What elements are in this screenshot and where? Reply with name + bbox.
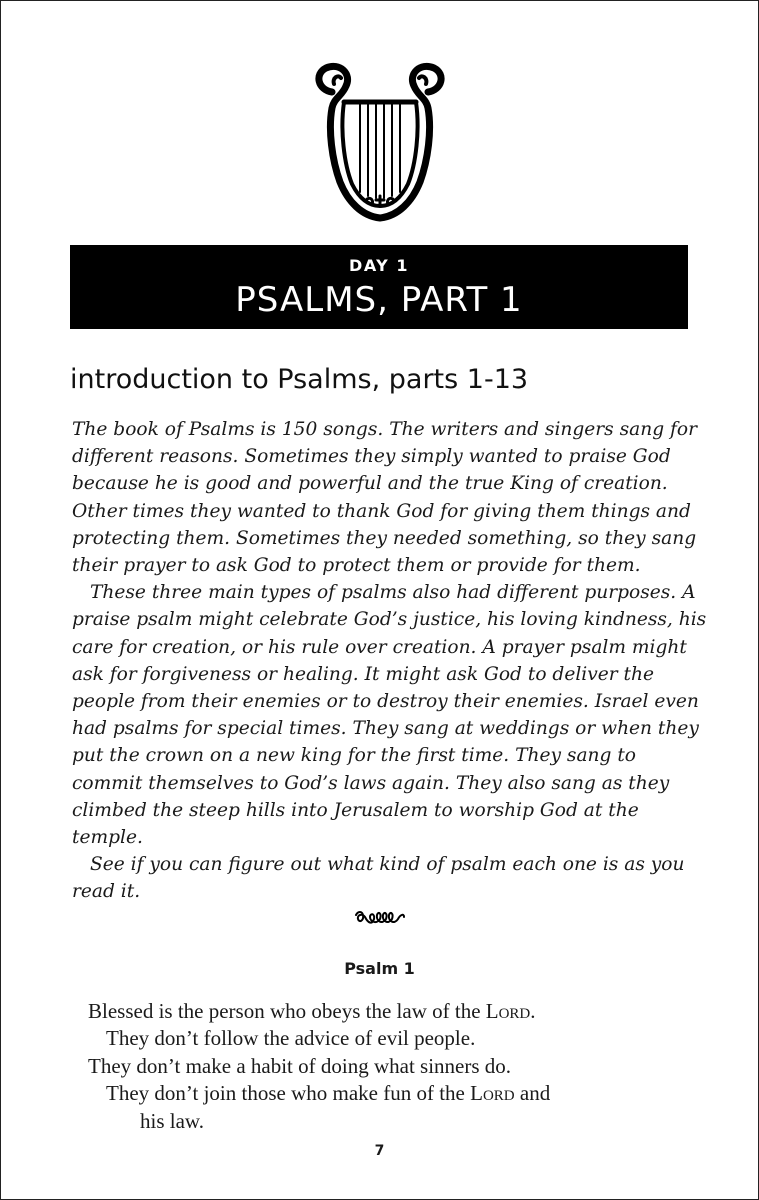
intro-text: [72, 416, 712, 906]
intro-paragraph: The book of Psalms is 150 songs. The writers and singers sang for different reasons. Sometimes they simply wanted to praise God because he is good and powerful and the true King of creation. Other times they wanted to thank God for giving them things and protecting them. Sometimes they needed something, so they sang their prayer to ask God to protect them or provide for them.: [72, 419, 698, 577]
intro-paragraph: These three main types of psalms also had different purposes. A praise psalm might celebrate God’s justice, his loving kindness, his care for creation, or his rule over creation. A prayer psalm might ask for forgiveness or healing. It might ask God to deliver the people from their enemies or to destroy their enemies. Israel even had psalms for special times. They sang at weddings or when they put the crown on a new king for the first time. They sang to commit themselves to God’s laws again. They also sang as they climbed the steep hills into Jerusalem to worship God at the temple.: [72, 582, 707, 849]
verse-text: They don’t make a habit of doing what sinners do.: [88, 1053, 512, 1078]
day-banner: [70, 245, 688, 329]
chapter-title: PSALMS, PART 1: [235, 280, 523, 320]
lord-smallcaps: Lord: [485, 999, 531, 1023]
verse-line: [88, 1108, 728, 1135]
psalm-title: Psalm 1: [344, 959, 415, 978]
verse-line: [88, 998, 728, 1025]
verse-text: and: [514, 1081, 551, 1106]
intro-paragraph: See if you can figure out what kind of psalm each one is as you read it.: [72, 854, 685, 903]
verse-text: They don’t follow the advice of evil people.: [106, 1026, 476, 1051]
lord-smallcaps: Lord: [470, 1081, 515, 1106]
verse-line: [88, 1053, 728, 1080]
flourish-ornament-icon: [352, 905, 408, 931]
lyre-icon: [310, 60, 450, 230]
verse-text: They don’t join those who make fun of the: [106, 1081, 471, 1106]
verse-text: Blessed is the person who obeys the law of the: [88, 999, 486, 1023]
verse-line: [88, 1080, 728, 1107]
verse-text: his law.: [140, 1108, 204, 1133]
verse-line: [88, 1025, 728, 1052]
page-number: 7: [374, 1143, 385, 1159]
psalm-verses: [88, 998, 728, 1135]
day-label: DAY 1: [349, 256, 409, 275]
verse-text: .: [530, 999, 536, 1023]
section-heading: introduction to Psalms, parts 1-13: [70, 364, 529, 395]
